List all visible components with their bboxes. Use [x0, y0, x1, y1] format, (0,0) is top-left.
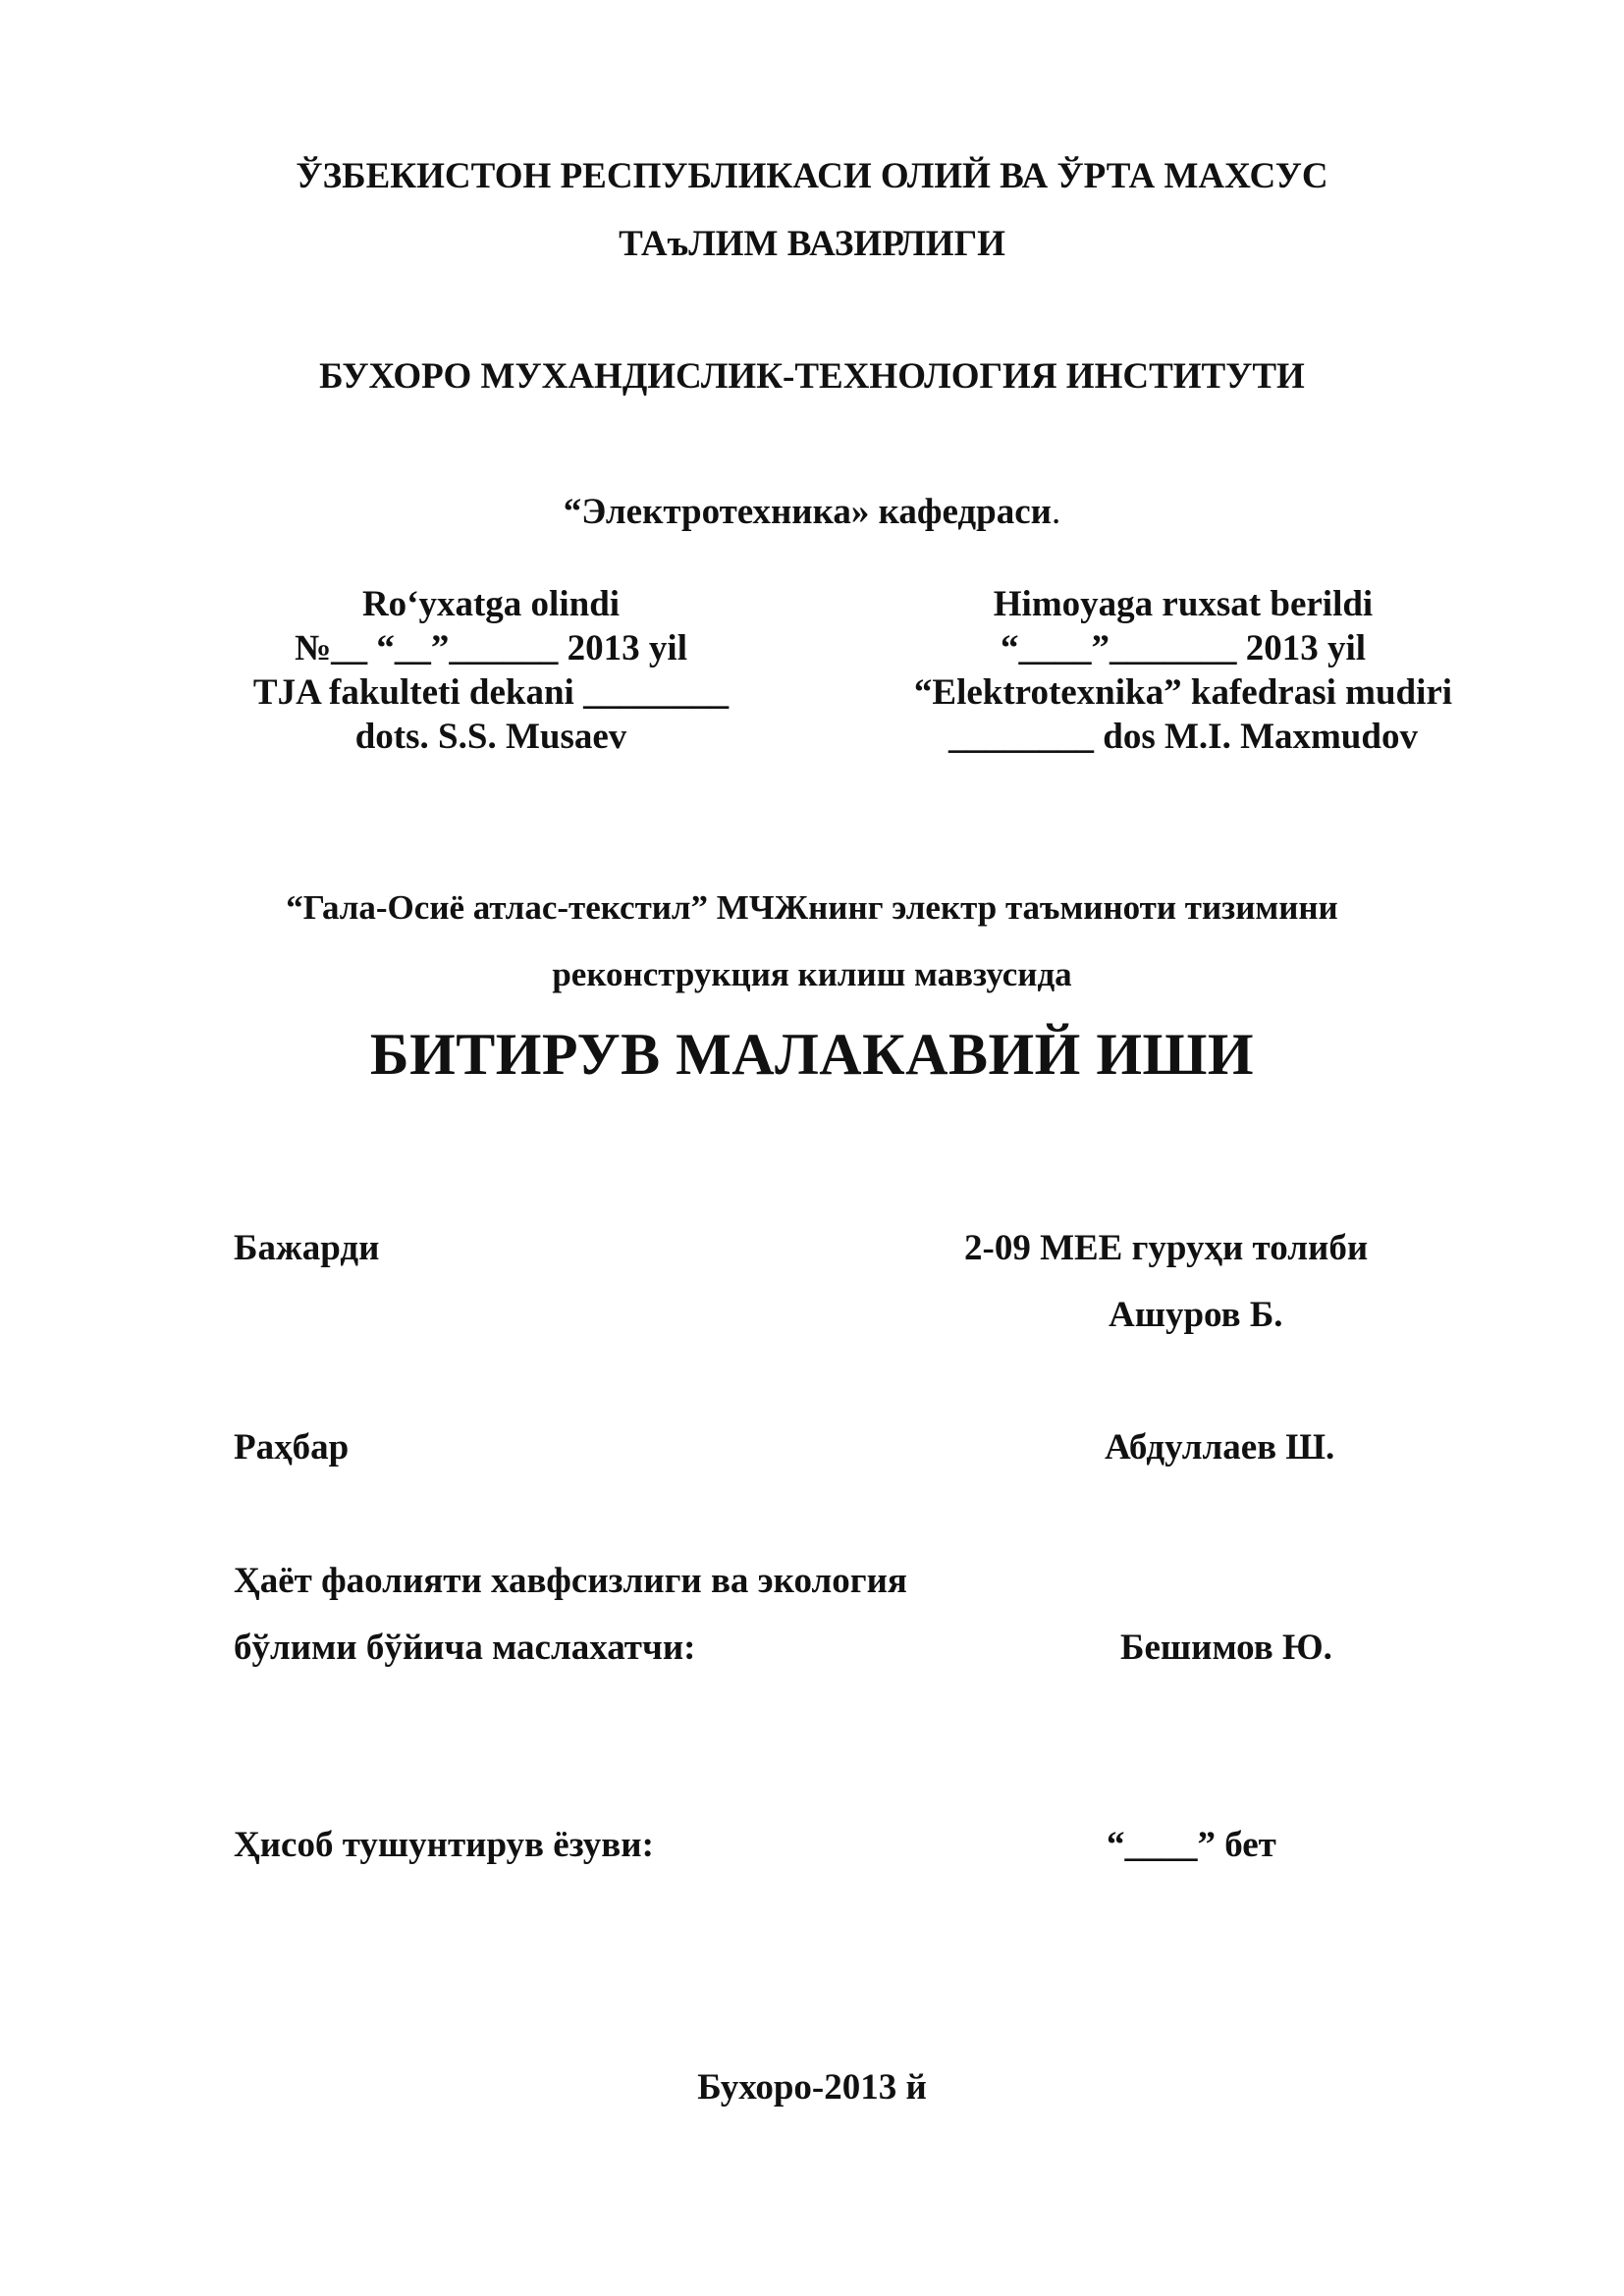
topic-line-1: “Гала-Осиё атлас-текстил” МЧЖнинг электр таъминоти тизимини	[286, 888, 1338, 927]
dean-name: dots. S.S. Musaev	[354, 717, 627, 757]
department-name-text: “Электротехника» кафедраси	[563, 492, 1052, 532]
registered-label: Ro‘yxatga olindi	[361, 584, 621, 624]
consultant-label-line-1: Ҳаёт фаолияти хавфсизлиги ва экология	[234, 1561, 907, 1601]
ministry-line-2: ТАъЛИМ ВАЗИРЛИГИ	[619, 224, 1005, 264]
department-name	[0, 491, 1624, 533]
supervisor-label: Раҳбар	[234, 1427, 350, 1468]
topic-line-2: реконструкция килиш мавзусида	[552, 955, 1072, 993]
explanatory-note-label: Ҳисоб тушунтирув ёзуви:	[234, 1825, 654, 1865]
supervisor-name: Абдуллаев Ш.	[1105, 1427, 1335, 1468]
performed-label: Бажарди	[234, 1228, 380, 1268]
student-group: 2-09 МЕЕ гуруҳи толиби	[964, 1228, 1369, 1268]
city-year: Бухоро-2013 й	[697, 2067, 927, 2108]
student-name: Ашуров Б.	[1109, 1295, 1283, 1335]
registration-number-date: №__ “__”______ 2013 yil	[295, 628, 687, 668]
department-head-title: “Elektrotexnika” kafedrasi mudiri	[913, 672, 1453, 713]
defense-permission-date: “____”_______ 2013 yil	[1000, 628, 1367, 668]
ministry-line-1: ЎЗБЕКИСТОН РЕСПУБЛИКАСИ ОЛИЙ ВА ЎРТА МАХСУС	[296, 156, 1328, 196]
department-head-signature: ________ dos M.I. Maxmudov	[948, 717, 1418, 757]
department-period: .	[1051, 492, 1061, 532]
dean-signature-line: TJA fakulteti dekani ________	[252, 672, 730, 713]
consultant-name: Бешимов Ю.	[1120, 1628, 1332, 1668]
work-title: БИТИРУВ МАЛАКАВИЙ ИШИ	[369, 1022, 1255, 1087]
approval-left-block	[128, 582, 854, 759]
explanatory-note-pages: “____” бет	[1107, 1825, 1276, 1865]
institute-name: БУХОРО МУХАНДИСЛИК-ТЕХНОЛОГИЯ ИНСТИТУТИ	[319, 356, 1305, 397]
approval-right-block	[844, 582, 1522, 759]
consultant-label-line-2: бўлими бўйича маслахатчи:	[234, 1628, 696, 1668]
defense-permitted-label: Himoyaga ruxsat berildi	[993, 584, 1374, 624]
